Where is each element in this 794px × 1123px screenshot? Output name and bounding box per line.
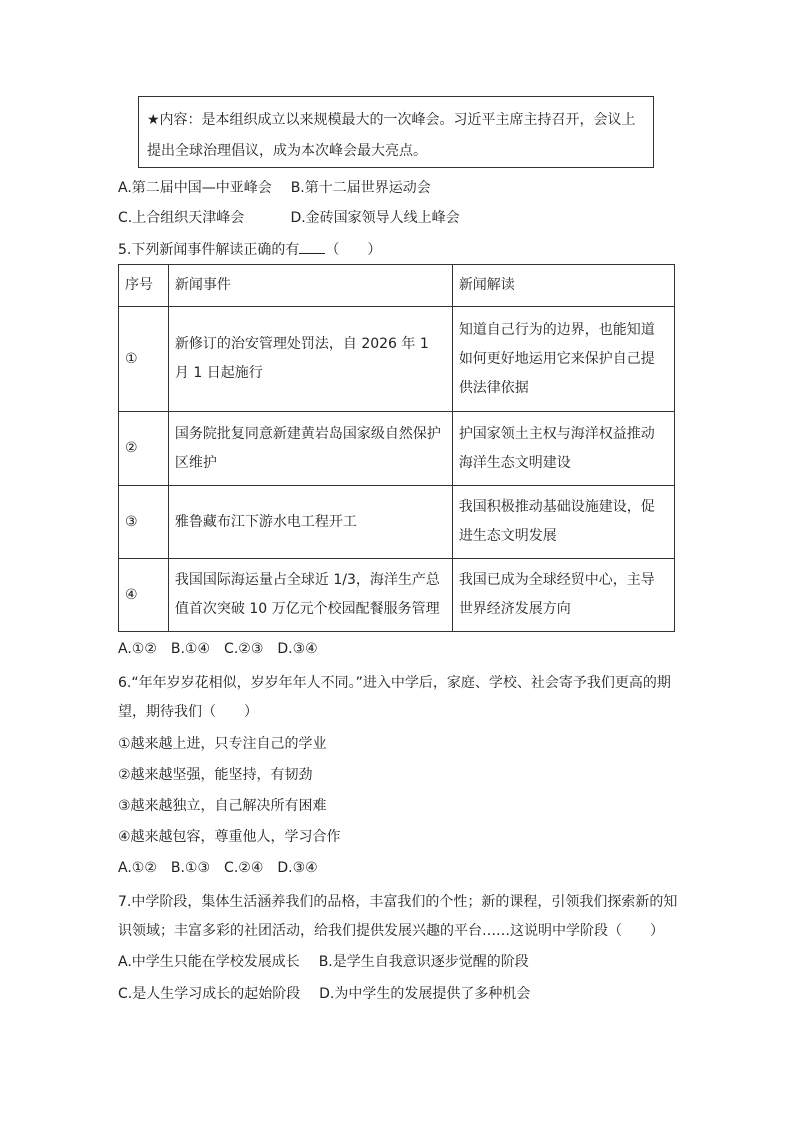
q5-options: A.①② B.①④ C.②③ D.③④ (118, 641, 318, 657)
row-no: ④ (119, 559, 169, 632)
q4-options-row-1 (118, 177, 431, 197)
row-no: ① (119, 307, 169, 412)
info-box-text: ★内容：是本组织成立以来规模最大的一次峰会。习近平主席主持召开，会议上提出全球治理倡议，成为本次峰会最大亮点。 (147, 112, 636, 159)
row-note: 我国积极推动基础设施建设，促进生态文明发展 (452, 486, 674, 559)
q5-stem-text: 5.下列新闻事件解读正确的有 (118, 242, 300, 258)
q7-option-a: A.中学生只能在学校发展成长 (118, 954, 300, 970)
row-event: 雅鲁藏布江下游水电工程开工 (168, 486, 452, 559)
header-event: 新闻事件 (168, 265, 452, 307)
q6-item-4: ④越来越包容，尊重他人，学习合作 (118, 829, 341, 845)
news-table (118, 264, 675, 632)
q6-item-3: ③越来越独立，自己解决所有困难 (118, 798, 327, 814)
header-note: 新闻解读 (452, 265, 674, 307)
q4-option-a: A.第二届中国—中亚峰会 (118, 180, 272, 196)
q4-options-row-2 (118, 207, 460, 227)
header-no: 序号 (119, 265, 169, 307)
q5-stem (118, 239, 381, 259)
q6-stem-line-2: 望，期待我们（ ） (118, 704, 258, 720)
row-no: ③ (119, 486, 169, 559)
q7-options-row-2 (118, 983, 530, 1003)
q4-option-b: B.第十二届世界运动会 (290, 180, 431, 196)
q4-option-d: D.金砖国家领导人线上峰会 (290, 210, 460, 226)
q6-options: A.①② B.①③ C.②④ D.③④ (118, 860, 318, 876)
q6-stem-line-1: 6.“年年岁岁花相似，岁岁年年人不同。”进入中学后，家庭、学校、社会寄予我们更高的期 (118, 675, 671, 691)
row-note: 知道自己行为的边界，也能知道如何更好地运用它来保护自己提供法律依据 (452, 307, 674, 412)
q6-item-2: ②越来越坚强，能坚持，有韧劲 (118, 767, 313, 783)
row-event: 国务院批复同意新建黄岩岛国家级自然保护区维护 (168, 412, 452, 486)
q7-stem-line-1: 7.中学阶段，集体生活涵养我们的品格，丰富我们的个性；新的课程，引领我们探索新的知 (118, 894, 678, 910)
answer-blank (299, 241, 325, 254)
table-header-row (119, 265, 675, 307)
row-note: 我国已成为全球经贸中心，主导世界经济发展方向 (452, 559, 674, 632)
q7-option-c: C.是人生学习成长的起始阶段 (118, 986, 301, 1002)
table-row (119, 412, 675, 486)
row-note: 护国家领土主权与海洋权益推动海洋生态文明建设 (452, 412, 674, 486)
row-no: ② (119, 412, 169, 486)
row-event: 我国国际海运量占全球近 1/3，海洋生产总值首次突破 10 万亿元个校园配餐服务管理 (168, 559, 452, 632)
q7-option-b: B.是学生自我意识逐步觉醒的阶段 (318, 954, 529, 970)
info-box (138, 96, 654, 168)
q5-stem-paren: （ ） (325, 242, 382, 258)
row-event: 新修订的治安管理处罚法，自 2026 年 1 月 1 日起施行 (168, 307, 452, 412)
q4-option-c: C.上合组织天津峰会 (118, 210, 245, 226)
q7-option-d: D.为中学生的发展提供了多种机会 (319, 986, 531, 1002)
q7-stem-line-2: 识领域；丰富多彩的社团活动，给我们提供发展兴趣的平台……这说明中学阶段（ ） (118, 923, 664, 939)
table-row (119, 486, 675, 559)
q7-options-row-1 (118, 951, 529, 971)
table-row (119, 307, 675, 412)
q6-item-1: ①越来越上进，只专注自己的学业 (118, 736, 327, 752)
table-row (119, 559, 675, 632)
